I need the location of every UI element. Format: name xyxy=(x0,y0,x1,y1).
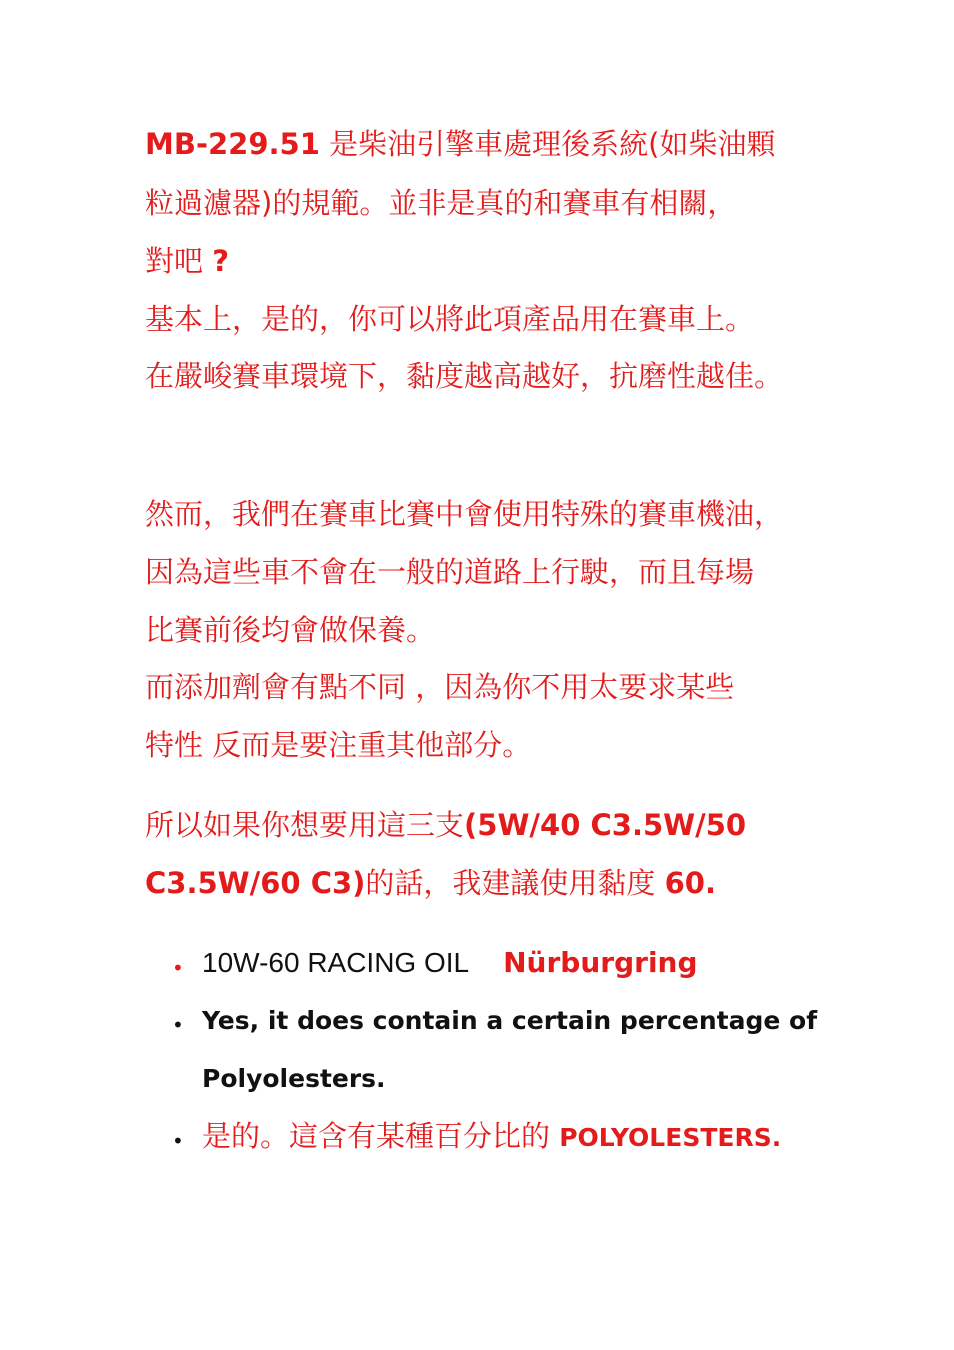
p1-line-5: 在嚴峻賽車環境下，黏度越高越好，抗磨性越佳。 xyxy=(145,359,784,393)
p1-line-1-text: 是柴油引擎車處理後系統(如柴油顆 xyxy=(319,127,776,161)
bullet-1 xyxy=(202,945,698,981)
p3-line-2-text: 的話，我建議使用黏度 xyxy=(365,866,665,900)
spec-code: MB-229.51 xyxy=(145,127,320,161)
p2-line-3: 比賽前後均會做保養。 xyxy=(145,613,436,647)
p1-line-3-text: 對吧 xyxy=(145,244,213,278)
p1-line-1 xyxy=(145,126,775,162)
p3-line-1 xyxy=(145,807,746,843)
product-name: 10W-60 RACING OIL xyxy=(202,947,470,978)
product-list-part-1: (5W/40 C3.5W/50 xyxy=(464,808,747,842)
p2-line-4: 而添加劑會有點不同 ，因為你不用太要求某些 xyxy=(145,670,735,704)
bullet-marker-1: • xyxy=(172,956,184,980)
product-list-part-2: C3.5W/60 C3) xyxy=(145,866,366,900)
bullet-3 xyxy=(202,1118,781,1156)
p2-line-1: 然而，我們在賽車比賽中會使用特殊的賽車機油， xyxy=(145,497,784,531)
bullet-marker-2: • xyxy=(172,1013,184,1037)
viscosity-value: 60. xyxy=(664,866,716,900)
p1-line-4: 基本上，是的，你可以將此項產品用在賽車上。 xyxy=(145,302,755,336)
p3-line-2 xyxy=(145,865,716,901)
p2-line-5: 特性 反而是要注重其他部分。 xyxy=(145,728,532,762)
question-mark: ? xyxy=(212,244,230,278)
p2-line-2: 因為這些車不會在一般的道路上行駛，而且每場 xyxy=(145,555,755,589)
polyolesters-label: POLYOLESTERS. xyxy=(559,1123,782,1152)
bullet-3-text: 是的。這含有某種百分比的 xyxy=(202,1119,560,1153)
p1-line-3 xyxy=(145,243,229,279)
p1-line-2: 粒過濾器)的規範。並非是真的和賽車有相關， xyxy=(145,186,737,220)
p3-line-1-text: 所以如果你想要用這三支 xyxy=(145,808,465,842)
bullet-2-line-2: Polyolesters. xyxy=(202,1064,386,1093)
bullet-2-line-1: Yes, it does contain a certain percentage of xyxy=(202,1006,818,1035)
bullet-marker-3: • xyxy=(172,1129,184,1153)
nurburgring-label: Nürburgring xyxy=(503,946,698,979)
